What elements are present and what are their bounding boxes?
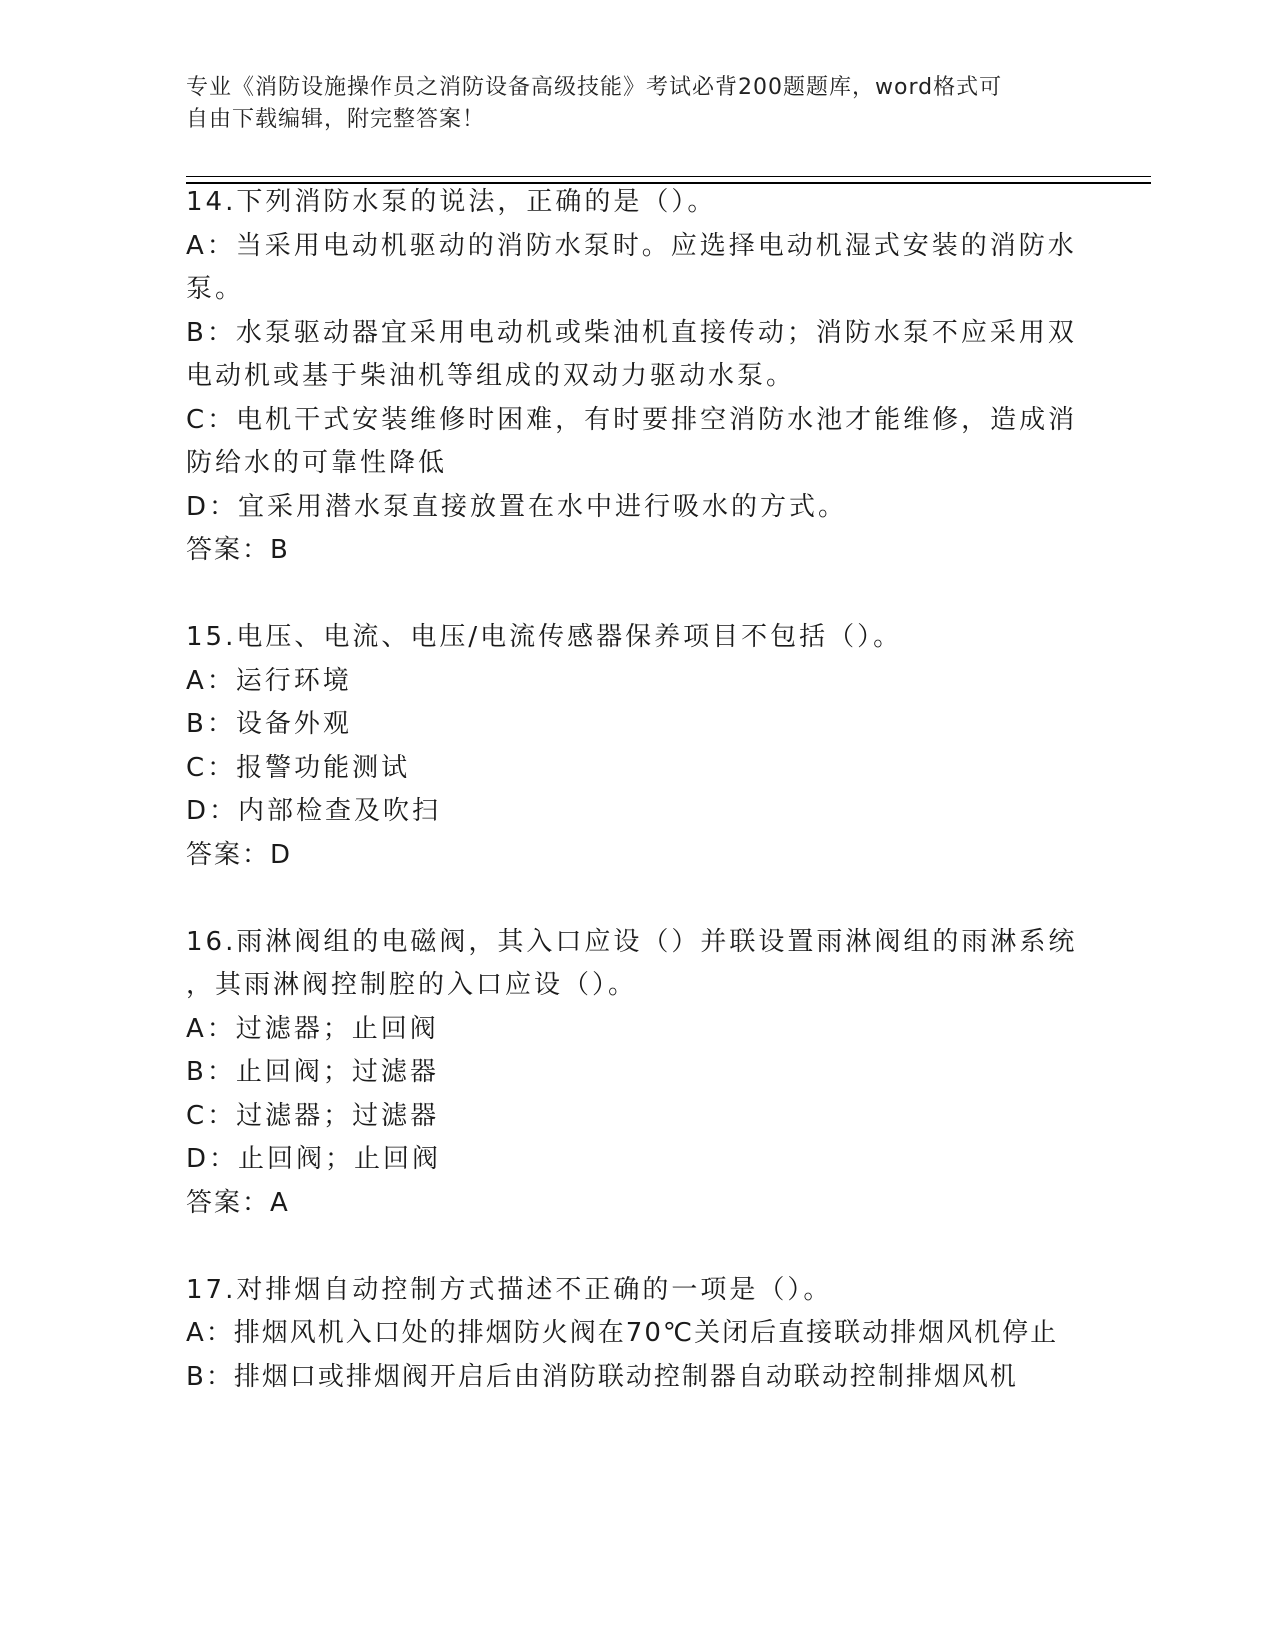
question-17-stem: 17.对排烟自动控制方式描述不正确的一项是（）。: [186, 1275, 833, 1305]
question-16-option-b: B：止回阀；过滤器: [186, 1057, 439, 1087]
question-17-option-b: B：排烟口或排烟阀开启后由消防联动控制器自动联动控制排烟风机: [186, 1362, 1018, 1392]
question-14-option-c-line-2: 防给水的可靠性降低: [186, 448, 448, 478]
question-14-option-b-line-1: B：水泵驱动器宜采用电动机或柴油机直接传动；消防水泵不应采用双: [186, 318, 1077, 348]
question-15-stem: 15.电压、电流、电压/电流传感器保养项目不包括（）。: [186, 622, 903, 652]
question-15-option-c: C：报警功能测试: [186, 753, 411, 783]
question-15-option-d: D：内部检查及吹扫: [186, 796, 442, 826]
question-14-option-a-line-1: A：当采用电动机驱动的消防水泵时。应选择电动机湿式安装的消防水: [186, 231, 1077, 261]
question-14-option-b-line-2: 电动机或基于柴油机等组成的双动力驱动水泵。: [186, 361, 796, 391]
question-15-option-a: A：运行环境: [186, 666, 352, 696]
question-15-option-b: B：设备外观: [186, 709, 352, 739]
question-14-option-c-line-1: C：电机干式安装维修时困难，有时要排空消防水池才能维修，造成消: [186, 405, 1078, 435]
question-14-answer: 答案：B: [186, 535, 290, 565]
question-14-option-a-line-2: 泵。: [186, 274, 245, 304]
question-16-stem-line-1: 16.雨淋阀组的电磁阀，其入口应设（）并联设置雨淋阀组的雨淋系统: [186, 927, 1078, 957]
question-16-answer: 答案：A: [186, 1188, 290, 1218]
question-16-option-a: A：过滤器；止回阀: [186, 1014, 439, 1044]
question-14-stem: 14.下列消防水泵的说法，正确的是（）。: [186, 187, 717, 217]
header-divider-thick: [186, 182, 1151, 184]
header-line-2: 自由下载编辑，附完整答案！: [186, 107, 486, 132]
question-16-option-c: C：过滤器；过滤器: [186, 1101, 440, 1131]
header-line-1: 专业《消防设施操作员之消防设备高级技能》考试必背200题题库，word格式可: [186, 75, 1003, 100]
question-16-option-d: D：止回阀；止回阀: [186, 1144, 442, 1174]
question-16-stem-line-2: ，其雨淋阀控制腔的入口应设（）。: [186, 970, 638, 1000]
question-15-answer: 答案：D: [186, 840, 293, 870]
document-header: [186, 72, 1066, 136]
question-14-option-d: D：宜采用潜水泵直接放置在水中进行吸水的方式。: [186, 492, 848, 522]
question-17-option-a: A：排烟风机入口处的排烟防火阀在70℃关闭后直接联动排烟风机停止: [186, 1318, 1059, 1348]
header-divider-thin: [186, 176, 1151, 177]
